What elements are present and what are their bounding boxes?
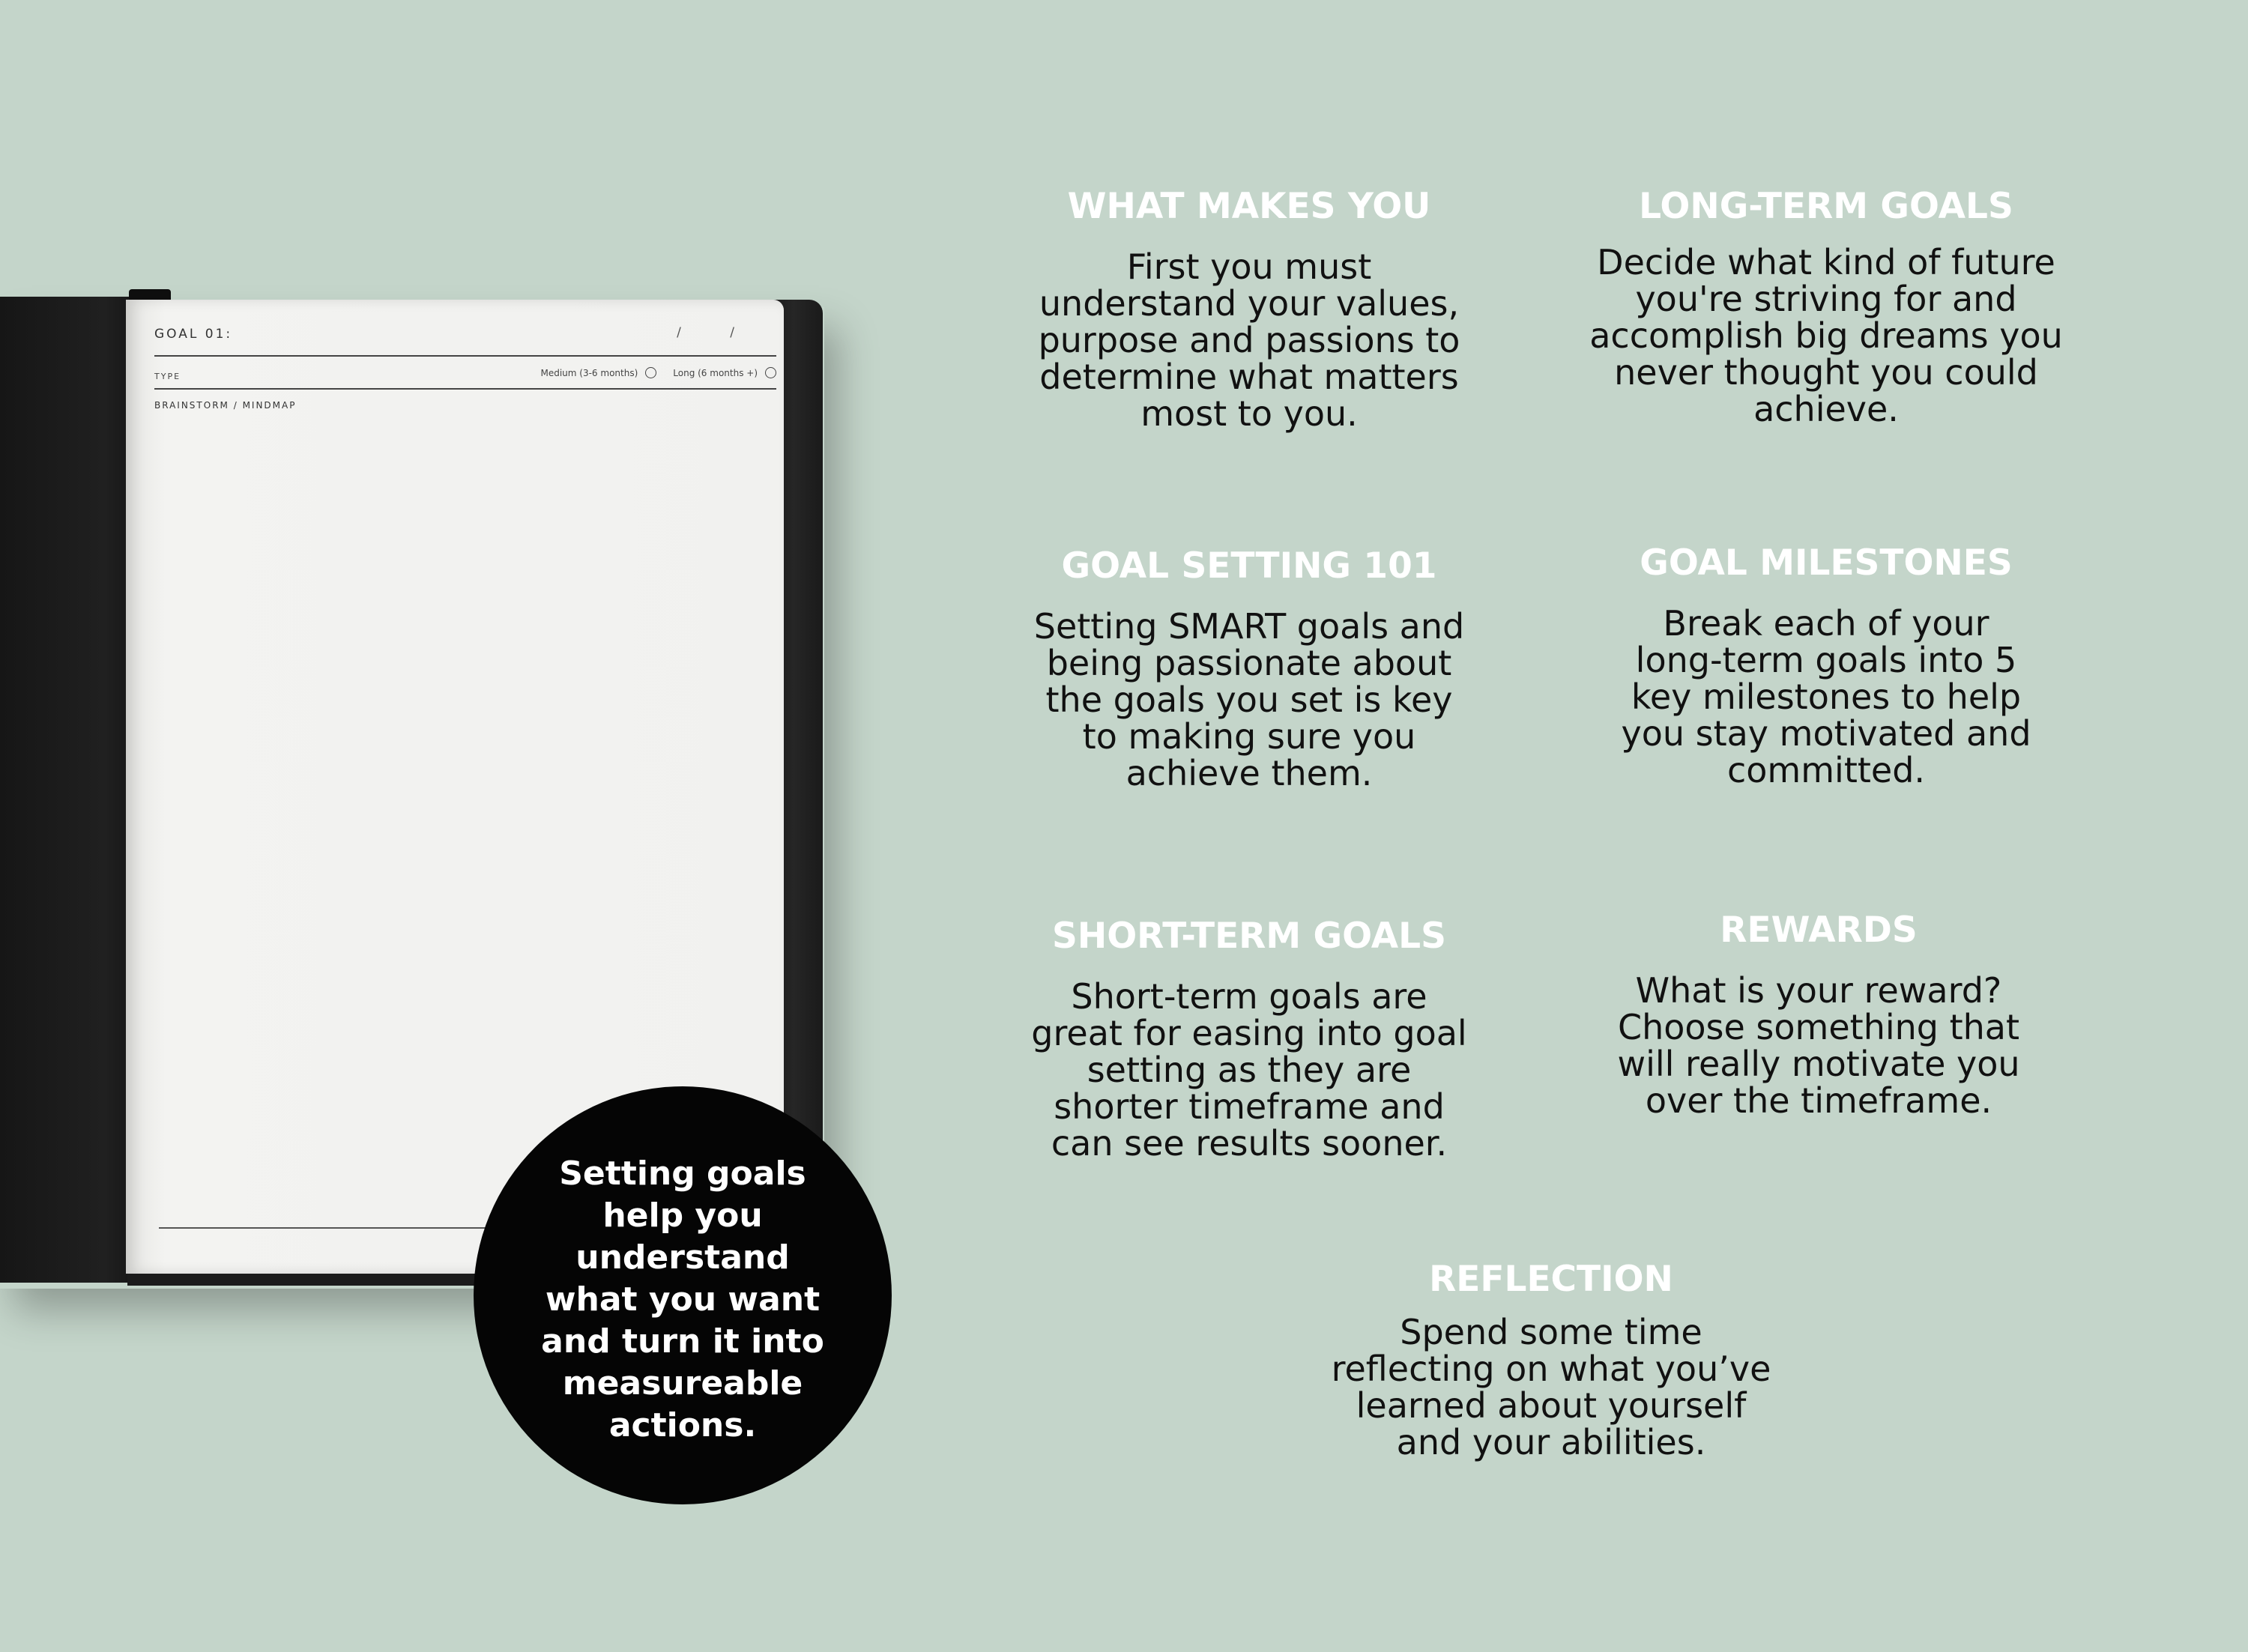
goal-rule <box>154 355 776 357</box>
feature-reflection <box>1281 1259 1821 1461</box>
feature-short-term-goals <box>979 916 1519 1162</box>
feature-what-makes-you <box>979 186 1519 432</box>
feature-body: Short-term goals are great for easing into goal setting as they are shorter timeframe and can see results sooner. <box>1031 976 1467 1164</box>
feature-goal-setting-101 <box>979 545 1519 792</box>
feature-title: REWARDS <box>1720 910 1918 951</box>
feature-title: GOAL SETTING 101 <box>1061 545 1437 587</box>
type-label: TYPE <box>154 372 181 381</box>
feature-title: REFLECTION <box>1429 1259 1673 1300</box>
brainstorm-label: BRAINSTORM / MINDMAP <box>154 400 297 411</box>
type-option-medium-circle-icon <box>645 367 656 378</box>
page-bottom-rule <box>159 1227 511 1229</box>
feature-body: Setting SMART goals and being passionate about the goals you set is key to making sure you achieve them. <box>1033 606 1465 793</box>
type-options <box>540 367 776 378</box>
feature-body: Break each of your long-term goals into 5 key milestones to help you stay motivated and committed. <box>1621 603 2031 790</box>
type-option-medium-label: Medium (3-6 months) <box>540 367 638 378</box>
feature-body: Decide what kind of future you're striving for and accomplish big dreams you never thought you could achieve. <box>1589 242 2063 429</box>
feature-title: GOAL MILESTONES <box>1640 542 2013 584</box>
feature-body: First you must understand your values, purpose and passions to determine what matters most to you. <box>1038 246 1460 434</box>
feature-rewards <box>1549 910 2088 1119</box>
type-option-long-circle-icon <box>765 367 776 378</box>
feature-title: LONG-TERM GOALS <box>1639 186 2013 227</box>
date-field: / / <box>677 325 757 340</box>
callout-text: Setting goals help you understand what you want and turn it into measureable actions. <box>541 1155 824 1444</box>
feature-goal-milestones <box>1556 542 2096 789</box>
feature-body: Spend some time reflecting on what you’ve learned about yourself and your abilities. <box>1331 1312 1771 1462</box>
goal-label: GOAL 01: <box>154 327 233 342</box>
feature-body: What is your reward? Choose something that will really motivate you over the timeframe. <box>1617 970 2020 1121</box>
type-option-long-label: Long (6 months +) <box>673 367 758 378</box>
feature-title: WHAT MAKES YOU <box>1067 186 1431 227</box>
feature-title: SHORT-TERM GOALS <box>1052 916 1446 957</box>
callout-circle <box>474 1086 892 1504</box>
feature-long-term-goals <box>1556 186 2096 428</box>
type-rule <box>154 388 776 390</box>
